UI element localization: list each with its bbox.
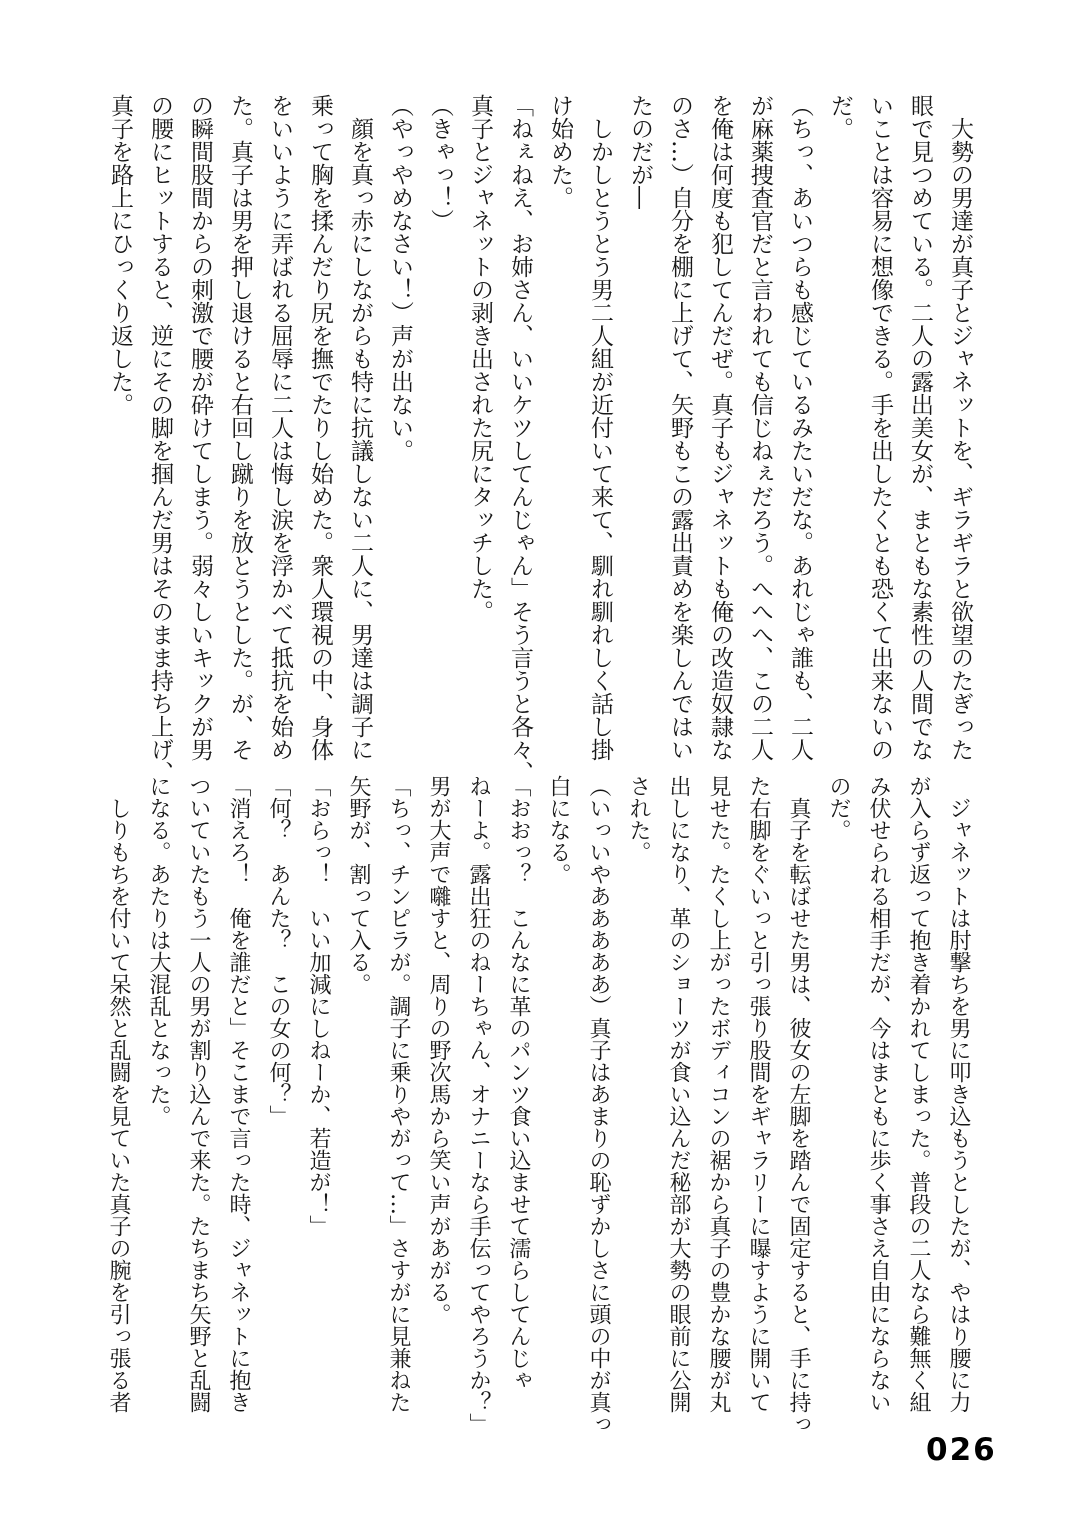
text-line: だ。 <box>827 94 853 140</box>
text-line: 眼で見つめている。二人の露出美女が、まともな素性の人間でな <box>907 94 933 761</box>
text-line: 「おらっ！ いい加減にしねーか、若造が！」 <box>306 775 331 1237</box>
text-line: み伏せられる相手だが、今はまともに歩く事さえ自由にならない <box>866 775 891 1413</box>
text-line: になる。あたりは大混乱となった。 <box>146 775 171 1127</box>
text-line: た。真子は男を押し退けると右回し蹴りを放とうとした。が、そ <box>227 94 253 761</box>
top-text-block <box>100 94 980 800</box>
text-line: のさ…）自分を棚に上げて、矢野もこの露出責めを楽しんではい <box>667 94 693 761</box>
text-line: 真子を路上にひっくり返した。 <box>107 94 133 416</box>
text-line: 大勢の男達が真子とジャネットを、ギラギラと欲望のたぎった <box>947 94 973 761</box>
text-line: （いっいやあああああ）真子はあまりの恥ずかしさに頭の中が真っ <box>586 775 611 1435</box>
text-line: た右脚をぐいっと引っ張り股間をギャラリーに曝すように開いて <box>746 775 771 1413</box>
text-line: 真子を転ばせた男は、彼女の左脚を踏んで固定すると、手に持っ <box>786 775 811 1435</box>
text-line: 「何？ あんた？ この女の何？」 <box>266 775 291 1127</box>
text-line: いことは容易に想像できる。手を出したくとも恐くて出来ないの <box>867 94 893 761</box>
text-line: が入らず返って抱き着かれてしまった。普段の二人なら難無く組 <box>906 775 931 1413</box>
bottom-text-block <box>98 775 978 1451</box>
text-line: 矢野が、割って入る。 <box>346 775 371 995</box>
text-line: のだ。 <box>826 775 851 841</box>
text-line: の瞬間股間からの刺激で腰が砕けてしまう。弱々しいキックが男 <box>187 94 213 761</box>
text-line: 男が大声で囃すと、周りの野次馬から笑い声があがる。 <box>426 775 451 1325</box>
text-line: （ちっ、あいつらも感じているみたいだな。あれじゃ誰も、二人 <box>787 94 813 761</box>
text-line: ついていたもう一人の男が割り込んで来た。たちまち矢野と乱闘 <box>186 775 211 1413</box>
text-line: け始めた。 <box>547 94 573 209</box>
text-line: 真子とジャネットの剥き出された尻にタッチした。 <box>467 94 493 623</box>
text-line: ねーよ。露出狂のねーちゃん、オナニーなら手伝ってやろうか？」 <box>466 775 491 1435</box>
page-number: 026 <box>926 1432 997 1468</box>
text-line: 乗って胸を揉んだり尻を撫でたりし始めた。衆人環視の中、身体 <box>307 94 333 761</box>
text-line: （やっやめなさい！）声が出ない。 <box>387 94 413 462</box>
text-line: たのだが― <box>627 94 653 209</box>
text-line: をいいように弄ばれる屈辱に二人は悔し涙を浮かべて抵抗を始め <box>267 94 293 761</box>
text-line: 見せた。たくし上がったボディコンの裾から真子の豊かな腰が丸 <box>706 775 731 1413</box>
text-line: 顔を真っ赤にしながらも特に抗議しない二人に、男達は調子に <box>347 94 373 761</box>
text-line: しりもちを付いて呆然と乱闘を見ていた真子の腕を引っ張る者 <box>106 775 131 1413</box>
text-line: 「ちっ、チンピラが。調子に乗りやがって…」さすがに見兼ねた <box>386 775 411 1413</box>
text-line: 出しになり、革のショーツが食い込んだ秘部が大勢の眼前に公開 <box>666 775 691 1413</box>
text-line: 「おおっ？ こんなに革のパンツ食い込ませて濡らしてんじゃ <box>506 775 531 1391</box>
text-line: の腰にヒットすると、逆にその脚を掴んだ男はそのまま持ち上げ、 <box>147 94 173 784</box>
text-line: しかしとうとう男二人組が近付いて来て、馴れ馴れしく話し掛 <box>587 94 613 761</box>
text-line: された。 <box>626 775 651 863</box>
text-line: が麻薬捜査官だと言われても信じねぇだろう。へへへ、この二人 <box>747 94 773 761</box>
text-line: ジャネットは肘撃ちを男に叩き込もうとしたが、やはり腰に力 <box>946 775 971 1413</box>
text-line: （きゃっ！） <box>427 94 453 232</box>
text-line: 「消えろ！ 俺を誰だと」そこまで言った時、ジャネットに抱き <box>226 775 251 1413</box>
text-line: を俺は何度も犯してんだぜ。真子もジャネットも俺の改造奴隷な <box>707 94 733 761</box>
text-line: 白になる。 <box>546 775 571 885</box>
text-line: 「ねぇねえ、お姉さん、いいケツしてんじゃん」そう言うと各々、 <box>507 94 533 784</box>
